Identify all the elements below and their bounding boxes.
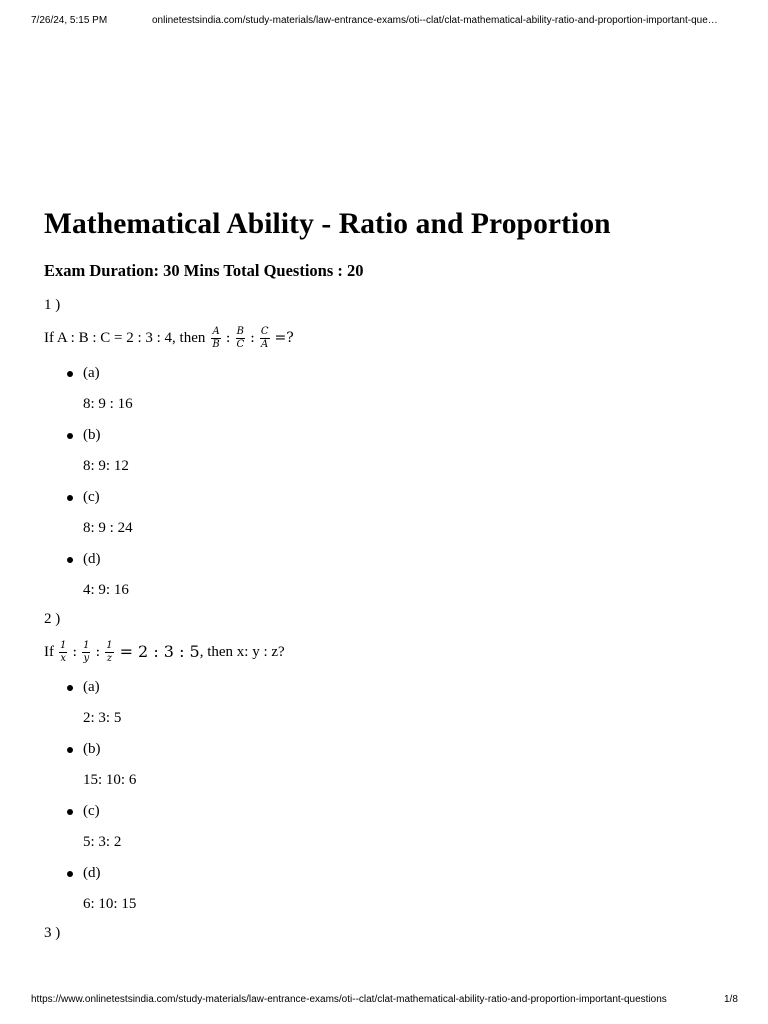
document-content bbox=[44, 204, 734, 943]
option-value: 5: 3: 2 bbox=[83, 834, 122, 850]
question-3 bbox=[44, 923, 734, 943]
print-footer bbox=[0, 994, 768, 1010]
print-header-url: onlinetestsindia.com/study-materials/law-entrance-exams/oti--clat/clat-mathematical-ability-ratio-and-proportion-important-que… bbox=[152, 15, 718, 26]
fraction-denominator: C bbox=[236, 338, 245, 350]
option-b[interactable] bbox=[44, 425, 734, 476]
question-2 bbox=[44, 609, 734, 914]
fraction-numerator: B bbox=[236, 325, 244, 337]
fraction-numerator: 1 bbox=[106, 639, 113, 651]
question-text bbox=[44, 326, 734, 350]
bullet-icon bbox=[67, 495, 73, 501]
question-suffix: , then x: y : z? bbox=[199, 644, 285, 660]
option-label: (d) bbox=[83, 551, 101, 567]
print-footer-url: https://www.onlinetestsindia.com/study-materials/law-entrance-exams/oti--clat/clat-mathematical-ability-ratio-and-proportion-important-questions bbox=[31, 994, 667, 1005]
fraction-denominator: z bbox=[106, 652, 113, 664]
option-value: 8: 9 : 24 bbox=[83, 520, 133, 536]
question-text bbox=[44, 640, 734, 664]
question-number: 1 ) bbox=[44, 297, 61, 313]
ratio-separator: : bbox=[250, 330, 255, 346]
fraction bbox=[105, 641, 113, 664]
print-date: 7/26/24, 5:15 PM bbox=[31, 15, 108, 26]
option-label: (a) bbox=[83, 679, 100, 695]
option-value: 6: 10: 15 bbox=[83, 896, 137, 912]
fraction-numerator: 1 bbox=[83, 639, 90, 651]
fraction bbox=[82, 641, 90, 664]
fraction-denominator: A bbox=[261, 338, 269, 350]
option-value: 8: 9 : 16 bbox=[83, 396, 133, 412]
page-title: Mathematical Ability - Ratio and Proportion bbox=[44, 208, 611, 240]
fraction bbox=[211, 327, 220, 350]
ratio-separator: : bbox=[95, 644, 101, 660]
option-c[interactable] bbox=[44, 801, 734, 852]
question-number: 2 ) bbox=[44, 611, 61, 627]
option-a[interactable] bbox=[44, 363, 734, 414]
option-b[interactable] bbox=[44, 739, 734, 790]
question-number: 3 ) bbox=[44, 925, 61, 941]
bullet-icon bbox=[67, 685, 73, 691]
option-label: (c) bbox=[83, 803, 100, 819]
fraction bbox=[59, 641, 67, 664]
option-d[interactable] bbox=[44, 549, 734, 600]
option-c[interactable] bbox=[44, 487, 734, 538]
question-1 bbox=[44, 295, 734, 600]
ratio-equation: = 2 : 3 : 5 bbox=[119, 642, 200, 661]
option-a[interactable] bbox=[44, 677, 734, 728]
print-header bbox=[0, 15, 768, 31]
fraction bbox=[235, 327, 245, 350]
page-number: 1/8 bbox=[724, 994, 738, 1005]
question-tail: =? bbox=[274, 330, 294, 346]
option-label: (b) bbox=[83, 427, 101, 443]
options-list bbox=[44, 677, 734, 914]
fraction-denominator: B bbox=[212, 338, 220, 350]
options-list bbox=[44, 363, 734, 600]
exam-meta: Exam Duration: 30 Mins Total Questions : 20 bbox=[44, 261, 364, 280]
fraction-denominator: x bbox=[60, 652, 66, 664]
bullet-icon bbox=[67, 871, 73, 877]
question-prefix: If A : B : C = 2 : 3 : 4, then bbox=[44, 330, 206, 346]
fraction-numerator: A bbox=[212, 325, 220, 337]
option-value: 2: 3: 5 bbox=[83, 710, 122, 726]
option-label: (b) bbox=[83, 741, 101, 757]
fraction-denominator: y bbox=[83, 652, 90, 664]
bullet-icon bbox=[67, 809, 73, 815]
ratio-separator: : bbox=[72, 644, 78, 660]
bullet-icon bbox=[67, 433, 73, 439]
option-value: 8: 9: 12 bbox=[83, 458, 129, 474]
option-value: 4: 9: 16 bbox=[83, 582, 129, 598]
option-d[interactable] bbox=[44, 863, 734, 914]
fraction-numerator: 1 bbox=[60, 639, 67, 651]
option-label: (a) bbox=[83, 365, 100, 381]
option-value: 15: 10: 6 bbox=[83, 772, 137, 788]
bullet-icon bbox=[67, 747, 73, 753]
option-label: (d) bbox=[83, 865, 101, 881]
question-prefix: If bbox=[44, 644, 54, 660]
option-label: (c) bbox=[83, 489, 100, 505]
bullet-icon bbox=[67, 371, 73, 377]
ratio-separator: : bbox=[225, 330, 231, 346]
fraction-numerator: C bbox=[260, 325, 269, 337]
fraction bbox=[260, 327, 270, 350]
bullet-icon bbox=[67, 557, 73, 563]
